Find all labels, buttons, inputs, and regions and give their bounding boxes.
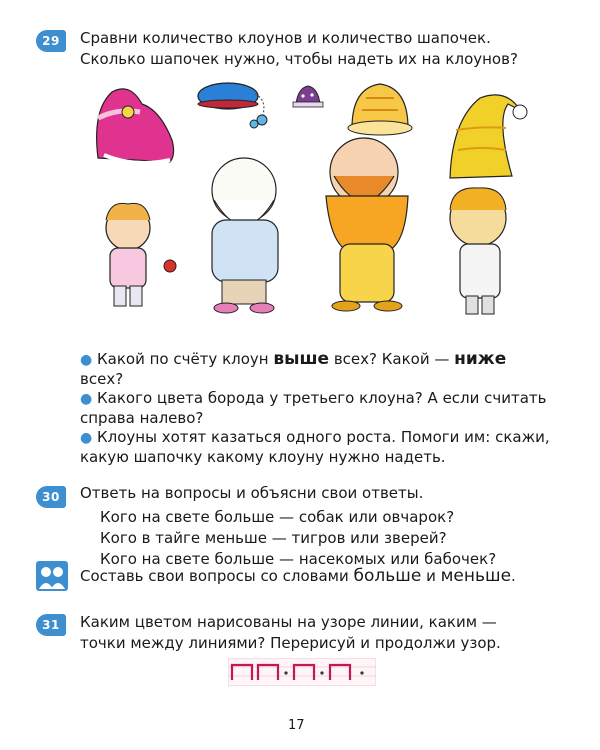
- task-30-pair-task: [80, 566, 516, 587]
- clowns-and-hats-illustration: [0, 0, 600, 340]
- question-3-cont: какую шапочку какому клоуну нужно надеть.: [80, 448, 446, 466]
- task-30-q3: Кого на свете больше — насекомых или бабочек?: [100, 550, 497, 568]
- hat-pink-icon: [97, 89, 174, 163]
- task-29-line-1: Сравни количество клоунов и количество шапочек.: [80, 29, 491, 47]
- task-30-instructions: Ответь на вопросы и объясни свои ответы.: [80, 484, 424, 502]
- task-31-instructions: [80, 612, 501, 654]
- pair-task-text-b: и: [421, 567, 441, 585]
- pair-work-icon: [36, 561, 68, 591]
- task-30-q2: Кого в тайге меньше — тигров или зверей?: [100, 529, 447, 547]
- clown-4-icon: [450, 188, 506, 314]
- clown-1-icon: [106, 203, 176, 306]
- keyword-nizhe: ниже: [454, 349, 507, 369]
- question-3-text: Клоуны хотят казаться одного роста. Помоги им: скажи,: [97, 428, 550, 446]
- question-2-text: Какого цвета борода у третьего клоуна? А если считать: [97, 389, 547, 407]
- task-29-line-2: Сколько шапочек нужно, чтобы надеть их на клоунов?: [80, 50, 518, 68]
- bullet-icon: ●: [80, 430, 93, 446]
- question-1: [80, 350, 560, 370]
- question-1-text-a: Какой по счёту клоун: [97, 350, 274, 368]
- bullet-icon: ●: [80, 391, 93, 407]
- task-31-line-2: точки между линиями? Перерисуй и продолжи узор.: [80, 634, 501, 652]
- task-30-questions: [100, 507, 496, 570]
- clown-2-icon: [212, 158, 278, 313]
- keyword-vyshe: выше: [273, 349, 330, 369]
- hat-tall-icon: [450, 95, 527, 178]
- page-number: 17: [288, 718, 305, 733]
- hat-small-cap-icon: [293, 86, 323, 107]
- pattern-illustration: [228, 658, 376, 686]
- task-number-30: 30: [36, 486, 66, 508]
- task-29-questions: [80, 350, 560, 467]
- pair-task-text-a: Составь свои вопросы со словами: [80, 567, 354, 585]
- hat-beret-icon: [198, 83, 267, 128]
- question-2-cont: справа налево?: [80, 409, 204, 427]
- question-2: [80, 389, 560, 409]
- question-3: [80, 428, 560, 448]
- question-1-cont: всех?: [80, 370, 124, 388]
- hat-dome-icon: [348, 84, 412, 135]
- clown-3-icon: [326, 138, 408, 311]
- question-1-text-b: всех? Какой —: [329, 350, 455, 368]
- bullet-icon: ●: [80, 352, 93, 368]
- task-30-q1: Кого на свете больше — собак или овчарок?: [100, 508, 455, 526]
- keyword-bolshe: больше: [353, 566, 422, 586]
- task-number-29: 29: [36, 30, 66, 52]
- pair-task-text-c: .: [511, 567, 516, 585]
- task-number-31: 31: [36, 614, 66, 636]
- task-31-line-1: Каким цветом нарисованы на узоре линии, каким —: [80, 613, 497, 631]
- keyword-menshe: меньше: [440, 566, 512, 586]
